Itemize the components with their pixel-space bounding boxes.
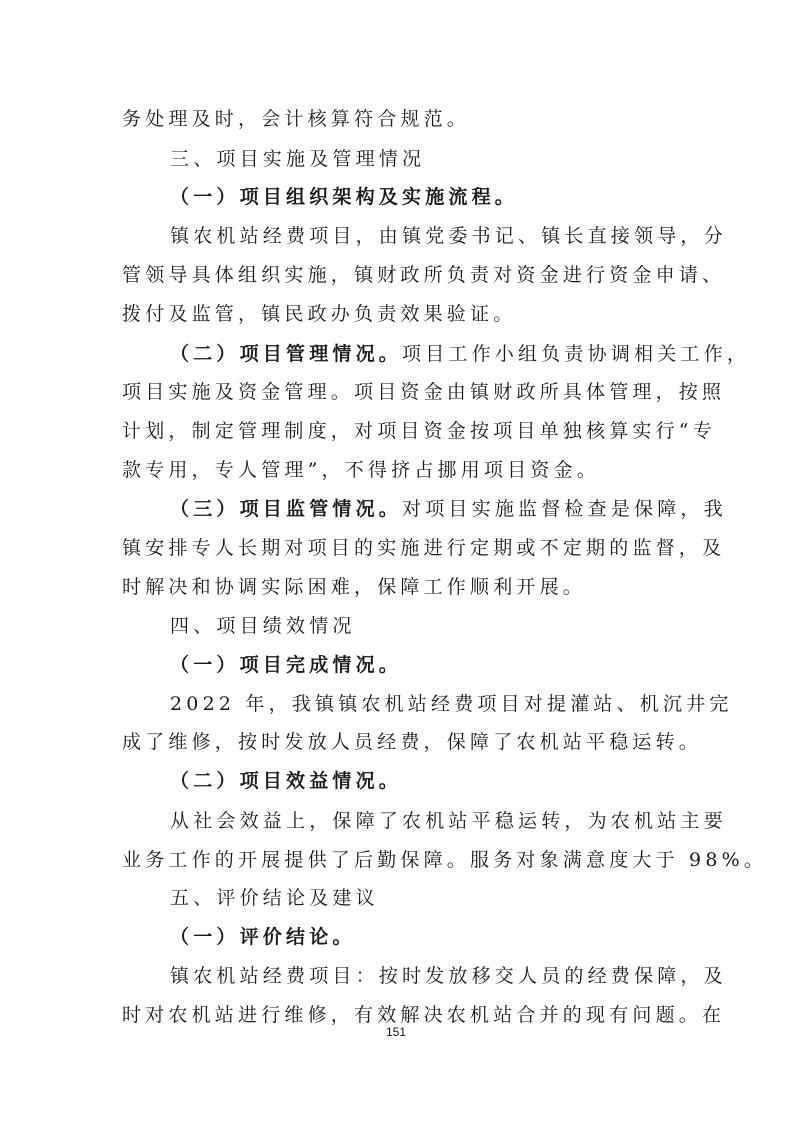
paragraph-5-1-line-2: 时对农机站进行维修，有效解决农机站合并的现有问题。在 bbox=[122, 1004, 726, 1026]
paragraph-3-1-line-1: 镇农机站经费项目，由镇党委书记、镇长直接领导，分 bbox=[170, 225, 727, 247]
paragraph-3-3-line-3: 时解决和协调实际困难，保障工作顺利开展。 bbox=[122, 576, 587, 598]
paragraph-3-2-text: 项目工作小组负责协调相关工作， bbox=[402, 343, 751, 365]
paragraph-4-1-line-1: 2022 年，我镇镇农机站经费项目对提灌站、机沉井完 bbox=[170, 693, 733, 715]
paragraph-3-2-line-1 bbox=[170, 340, 751, 368]
paragraph-3-2-line-2: 项目实施及资金管理。项目资金由镇财政所具体管理，按照 bbox=[122, 381, 726, 403]
paragraph-4-1-line-2: 成了维修，按时发放人员经费，保障了农机站平稳运转。 bbox=[122, 731, 703, 753]
paragraph-3-1-line-3: 拨付及监管，镇民政办负责效果验证。 bbox=[122, 303, 517, 325]
section-heading-5: 五、评价结论及建议 bbox=[170, 887, 379, 909]
subsection-heading-4-2: （二）项目效益情况。 bbox=[170, 770, 403, 792]
subsection-heading-4-1: （一）项目完成情况。 bbox=[170, 654, 403, 676]
body-line-1: 务处理及时，会计核算符合规范。 bbox=[122, 108, 471, 130]
paragraph-5-1-line-1: 镇农机站经费项目：按时发放移交人员的经费保障，及 bbox=[170, 965, 727, 987]
subsection-heading-3-3: （三）项目监管情况。 bbox=[170, 498, 403, 520]
subsection-heading-3-1: （一）项目组织架构及实施流程。 bbox=[170, 186, 519, 208]
subsection-heading-3-2: （二）项目管理情况。 bbox=[170, 343, 403, 365]
paragraph-3-1-line-2: 管领导具体组织实施，镇财政所负责对资金进行资金申请、 bbox=[122, 264, 726, 286]
section-heading-3: 三、项目实施及管理情况 bbox=[170, 148, 426, 170]
section-heading-4: 四、项目绩效情况 bbox=[170, 615, 356, 637]
paragraph-3-2-line-4: 款专用，专人管理”，不得挤占挪用项目资金。 bbox=[122, 459, 600, 481]
paragraph-4-2-line-2: 业务工作的开展提供了后勤保障。服务对象满意度大于 98%。 bbox=[122, 849, 768, 871]
paragraph-4-2-line-1: 从社会效益上，保障了农机站平稳运转，为农机站主要 bbox=[170, 810, 727, 832]
paragraph-3-3-line-1 bbox=[170, 495, 727, 523]
paragraph-3-3-text: 对项目实施监督检查是保障，我 bbox=[402, 498, 727, 520]
paragraph-3-2-line-3: 计划，制定管理制度，对项目资金按项目单独核算实行“专 bbox=[122, 420, 716, 442]
paragraph-3-3-line-2: 镇安排专人长期对项目的实施进行定期或不定期的监督，及 bbox=[122, 537, 726, 559]
subsection-heading-5-1: （一）评价结论。 bbox=[170, 926, 356, 948]
page-number: 151 bbox=[385, 1025, 407, 1039]
